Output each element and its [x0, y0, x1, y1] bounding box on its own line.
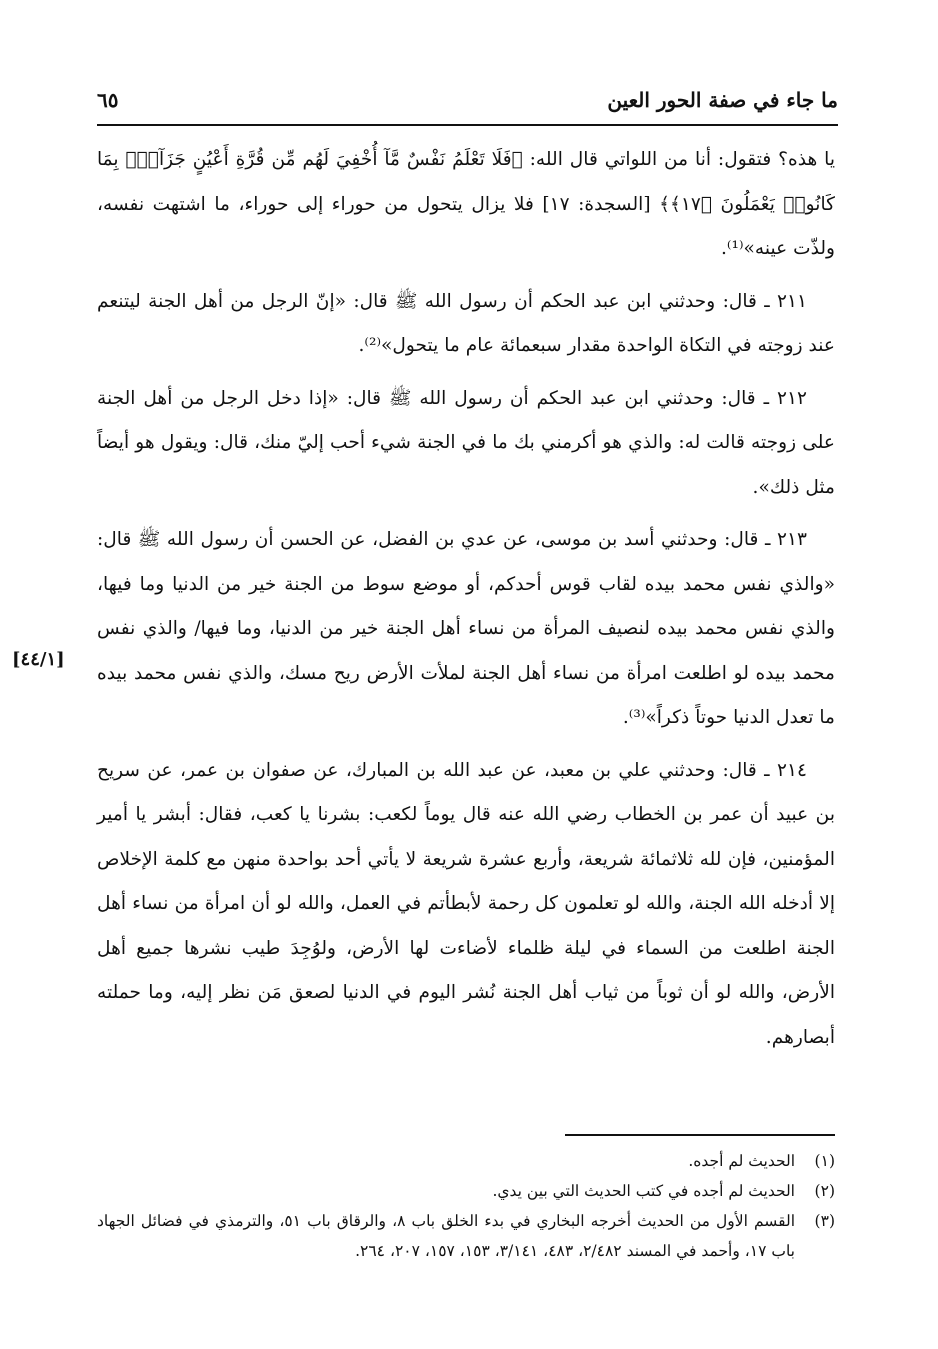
footnote-divider: [565, 1134, 835, 1136]
paragraph-hadith-213: ٢١٣ ـ قال: وحدثني أسد بن موسى، عن عدي بن الفضل، عن الحسن أن رسول الله ﷺ قال: «والذي نفس محمد بيده لقاب قوس أحدكم، أو موضع سوط من الجنة خير من الدنيا وما فيها، والذي نفس محمد بيده لنصيف المرأة من نساء أهل الجنة خير من الدنيا، وما فيها/ والذي نفس محمد بيده لو اطلعت امرأة من نساء أهل الجنة لملأت الأرض ريح مسك، والذي نفس محمد بيده ما تعدل الدنيا حوتاً ذكراً»⁽³⁾.: [97, 529, 835, 728]
marginal-manuscript-reference: [٤٤/١]: [12, 649, 65, 670]
footnote-number: (٢): [814, 1182, 835, 1200]
running-title: ما جاء في صفة الحور العين: [607, 88, 838, 112]
paragraph-continuation: يا هذه؟ فتقول: أنا من اللواتي قال الله: ﴿فَلَا تَعْلَمُ نَفْسٌ مَّآ أُخْفِيَ لَهُم مِّن قُرَّةِ أَعْيُنٍ جَزَآءًۢ بِمَا كَانُوا۟ يَعْمَلُونَ ﴿١٧﴾﴾ [السجدة: ١٧] فلا يزال يتحول من حوراء إلى حوراء، ما اشتهت نفسه، ولذّت عينه»⁽¹⁾.: [97, 149, 835, 259]
paragraph-hadith-212: ٢١٢ ـ قال: وحدثني ابن عبد الحكم أن رسول الله ﷺ قال: «إذا دخل الرجل من أهل الجنة على زوجته قالت له: والذي هو أكرمني بك ما في الجنة شيء أحب إليّ منك، قال: ويقول هو أيضاً مثل ذلك».: [97, 387, 835, 498]
footnote-number: (٣): [814, 1212, 835, 1230]
footnote-item: [97, 1146, 835, 1176]
main-text: [97, 138, 835, 1060]
footnote-text: الحديث لم أجده.: [688, 1152, 795, 1170]
footnote-number: (١): [814, 1152, 835, 1170]
footnotes: [97, 1146, 835, 1266]
footnote-text: الحديث لم أجده في كتب الحديث التي بين يدي.: [492, 1182, 795, 1200]
page-number: ٦٥: [97, 88, 119, 112]
paragraph-hadith-214: ٢١٤ ـ قال: وحدثني علي بن معبد، عن عبد الله بن المبارك، عن صفوان بن عمر، عن سريح بن عبيد أن عمر بن الخطاب رضي الله عنه قال يوماً لكعب: بشرنا يا كعب، فقال: أبشر يا أمير المؤمنين، فإن لله ثلاثمائة شريعة، وأربع عشرة شريعة لا يأتي أحد بواحدة منهن مع كلمة الإخلاص إلا أدخله الله الجنة، والله لو تعلمون كل رحمة لأبطأتم في العمل، والله لو أن امرأة من نساء أهل الجنة اطلعت من السماء في ليلة ظلماء لأضاءت لها الأرض، ولوُجِدَ طيب نشرها جميع أهل الأرض، والله لو أن ثوباً من ثياب أهل الجنة نُشر اليوم في الدنيا لصعق مَن نظر إليه، وما حملته أبصارهم.: [97, 759, 835, 1048]
page-header: [97, 84, 838, 126]
paragraph-hadith-211: ٢١١ ـ قال: وحدثني ابن عبد الحكم أن رسول الله ﷺ قال: «إنّ الرجل من أهل الجنة ليتنعم عند زوجته في التكاة الواحدة مقدار سبعمائة عام ما يتحول»⁽²⁾.: [97, 290, 835, 356]
footnote-item: [97, 1176, 835, 1206]
footnote-text: القسم الأول من الحديث أخرجه البخاري في بدء الخلق باب ٨، والرقاق باب ٥١، والترمذي في فضائل الجهاد باب ١٧، وأحمد في المسند ٢/٤٨٢، ٤٨٣، ٣/١٤١، ١٥٣، ١٥٧، ٢٠٧، ٢٦٤.: [97, 1212, 795, 1260]
footnote-item: [97, 1206, 835, 1266]
